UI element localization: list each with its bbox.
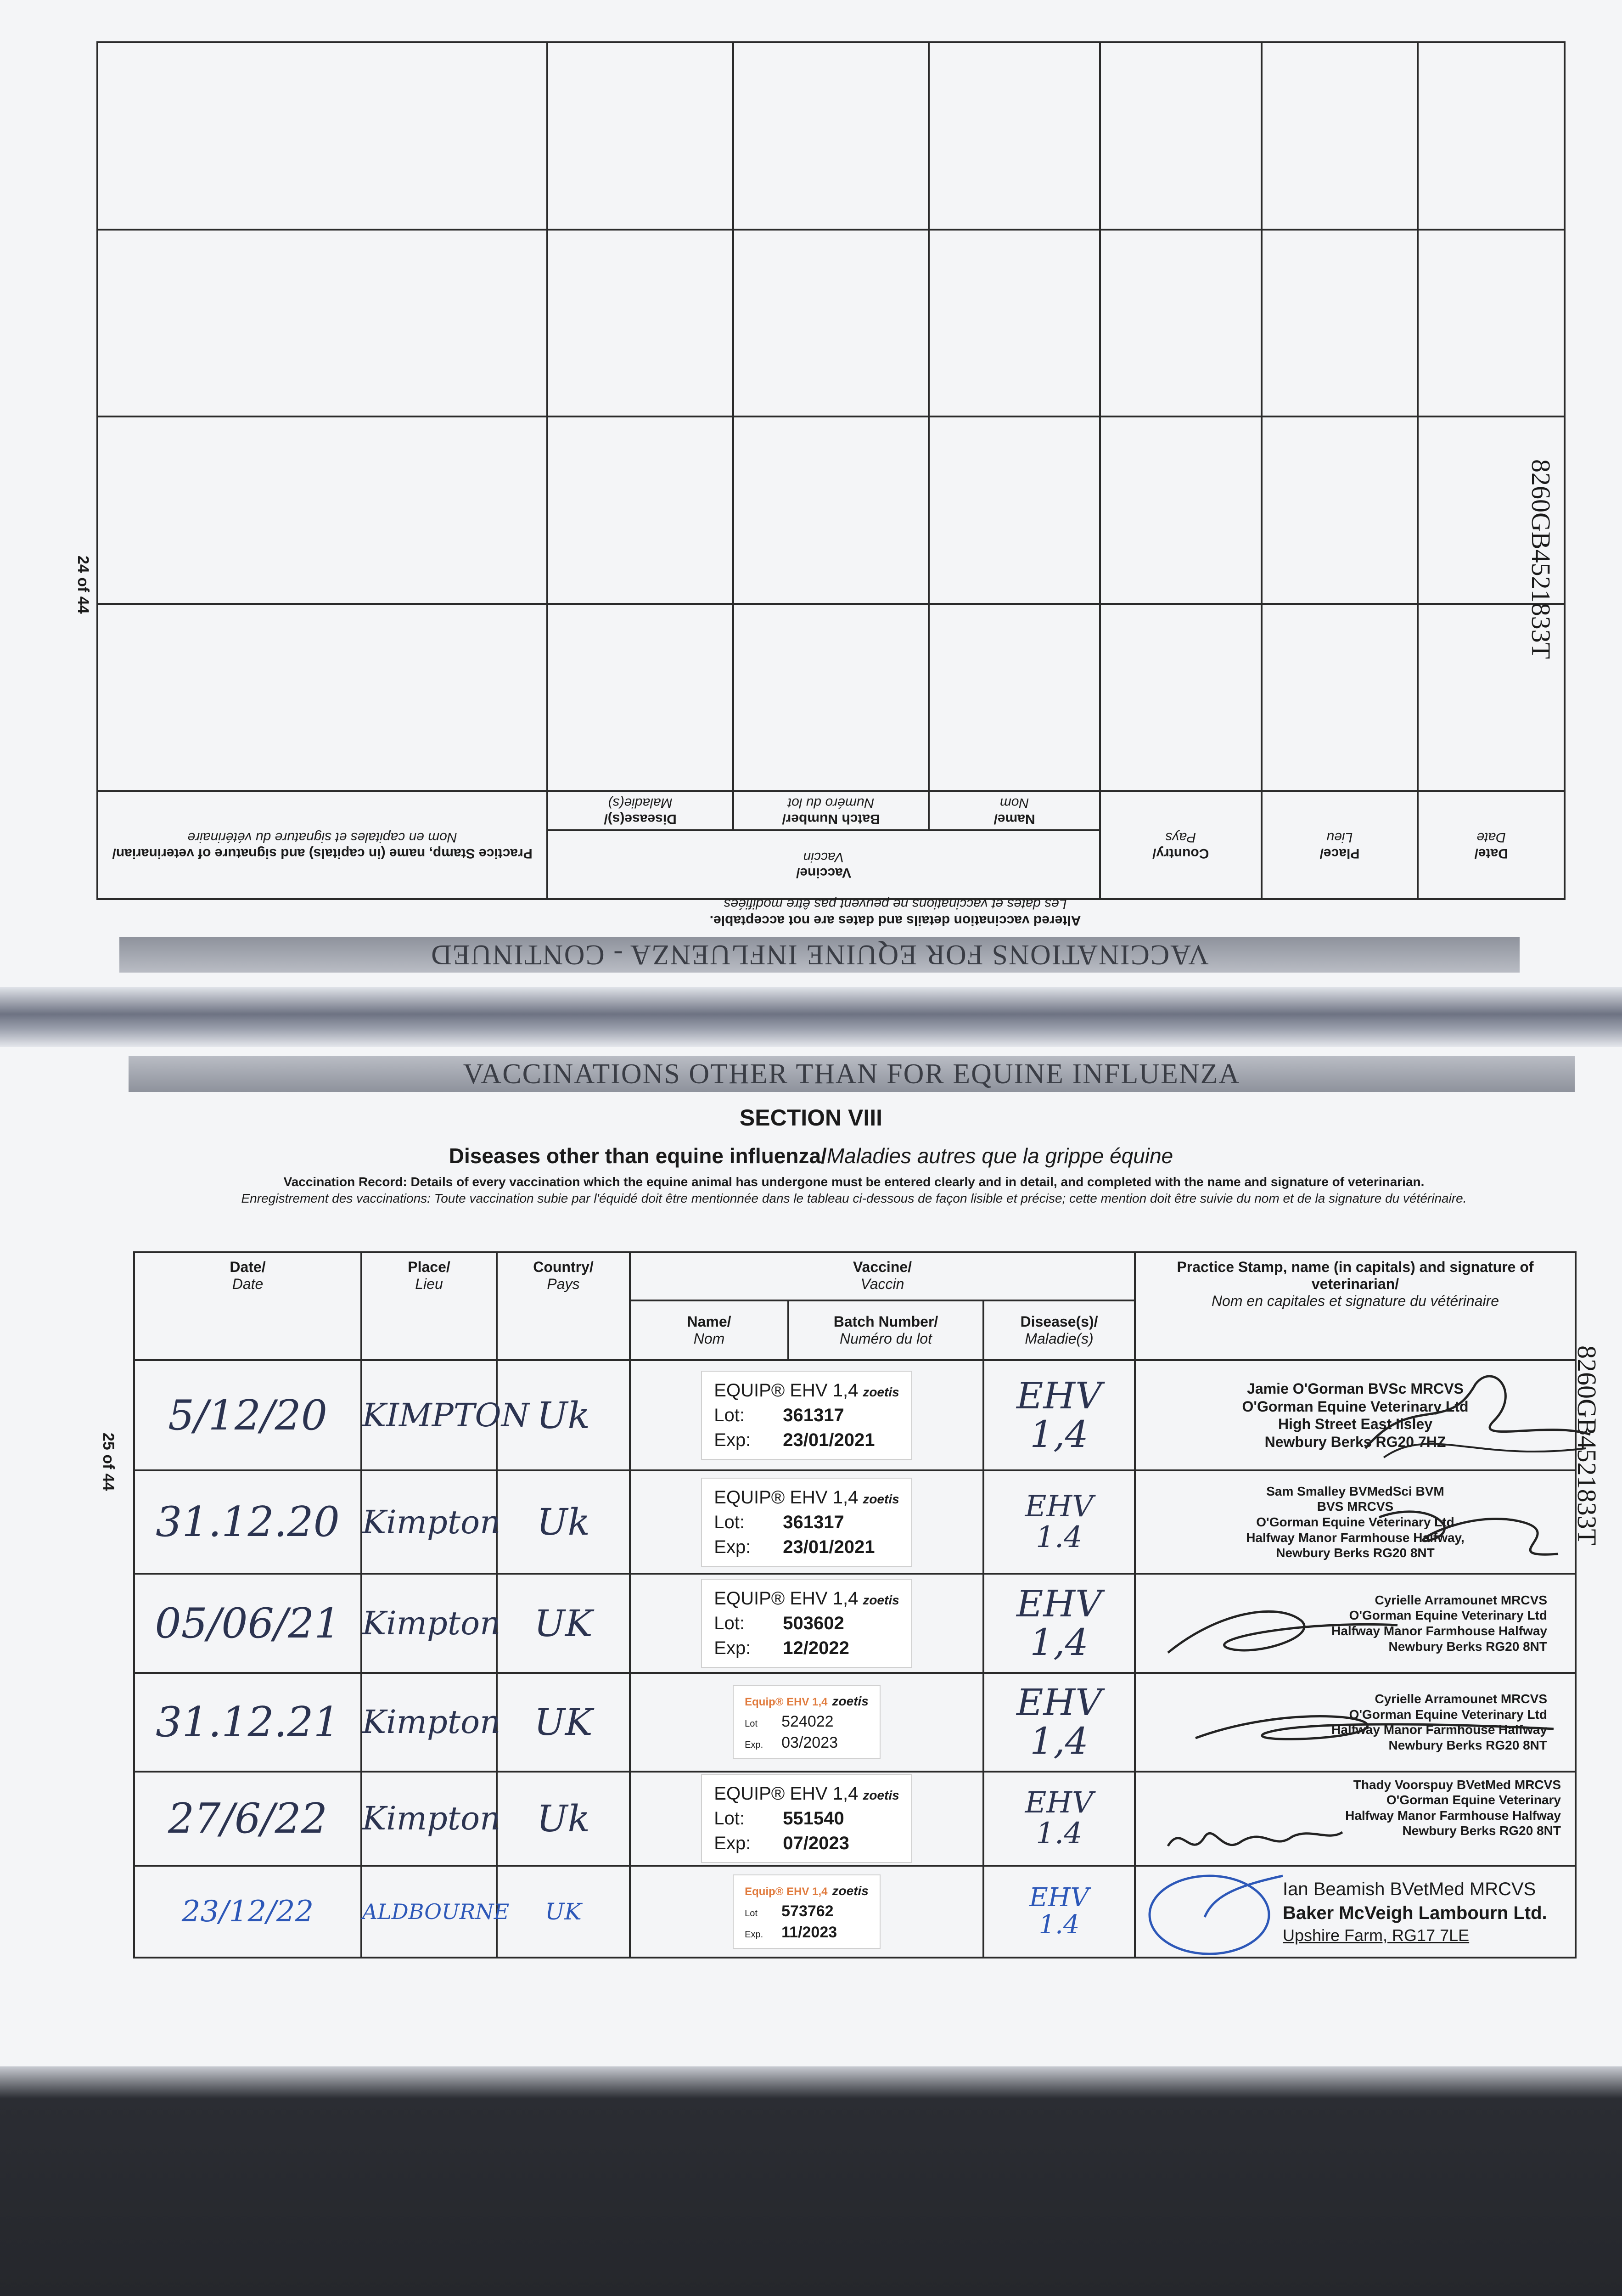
vaccine-sticker-cell <box>630 1470 983 1574</box>
upper-empty-row <box>97 604 1565 791</box>
upper-header-stamp: Practice Stamp, name (in capitals) and signature of veterinarian/ Nom en capitales et signature du vétérinaire <box>97 791 547 899</box>
header-date: Date/ Date <box>134 1252 361 1360</box>
vaccination-country: Uk <box>497 1772 630 1866</box>
header-country: Country/ Pays <box>497 1252 630 1360</box>
upper-empty-row <box>97 230 1565 417</box>
vaccination-date: 31.12.20 <box>134 1470 361 1574</box>
practice-stamp: Cyrielle Arramounet MRCVS O'Gorman Equine Veterinary Ltd Halfway Manor Farmhouse Halfway Newbury Berks RG20 8NT <box>1135 1574 1576 1672</box>
vaccine-sticker-cell <box>630 1574 983 1672</box>
vaccine-sticker-cell <box>630 1360 983 1470</box>
vaccination-country: Uk <box>497 1470 630 1574</box>
vaccination-place: KIMPTON <box>361 1360 497 1470</box>
passport-id-lower: 8260GB4521833T <box>1572 1345 1602 1545</box>
upper-header-name: Name/ Nom <box>929 791 1100 830</box>
section-subtitle: Diseases other than equine influenza/Maladies autres que la grippe équine <box>449 1144 1173 1168</box>
vaccine-sticker-cell <box>630 1772 983 1866</box>
upper-section-banner: VACCINATIONS FOR EQUINE INFLUENZA - CONTINUED <box>119 937 1520 973</box>
vaccine-sticker: EQUIP® EHV 1,4 zoetis Lot: 361317 Exp: 23/01/2021 <box>701 1371 912 1460</box>
vaccination-place: Kimpton <box>361 1772 497 1866</box>
practice-stamp: Ian Beamish BVetMed MRCVS Baker McVeigh Lambourn Ltd. Upshire Farm, RG17 7LE <box>1135 1866 1576 1958</box>
header-vaccine-name: Name/ Nom <box>630 1300 788 1360</box>
practice-stamp: Jamie O'Gorman BVSc MRCVS O'Gorman Equine Veterinary Ltd High Street East Ilsley Newbury Berks RG20 7HZ <box>1135 1360 1576 1470</box>
vaccination-place: Kimpton <box>361 1574 497 1672</box>
upper-header-vaccine: Vaccine/ Vaccin <box>547 830 1100 899</box>
header-place: Place/ Lieu <box>361 1252 497 1360</box>
vaccination-record-table <box>133 1251 1577 1958</box>
vaccination-diseases: EHV 1,4 <box>983 1360 1135 1470</box>
vaccination-date: 31.12.21 <box>134 1673 361 1772</box>
table-row <box>134 1574 1576 1672</box>
vaccination-diseases: EHV 1.4 <box>983 1772 1135 1866</box>
table-row <box>134 1360 1576 1470</box>
vaccine-sticker: Equip® EHV 1,4 zoetis Lot 524022 Exp. 03/2023 <box>733 1685 881 1759</box>
upper-page-vaccination-table <box>96 41 1566 900</box>
vaccination-place: Kimpton <box>361 1673 497 1772</box>
table-row <box>134 1772 1576 1866</box>
upper-vaccination-grid <box>96 41 1566 900</box>
practice-stamp: Sam Smalley BVMedSci BVM BVS MRCVS O'Gorman Equine Veterinary Ltd Halfway Manor Farmhouse Halfway, Newbury Berks RG20 8NT <box>1135 1470 1576 1574</box>
vaccination-date: 5/12/20 <box>134 1360 361 1470</box>
vaccination-date: 05/06/21 <box>134 1574 361 1672</box>
scan-bottom-shadow <box>0 2066 1622 2296</box>
header-diseases: Disease(s)/ Maladie(s) <box>983 1300 1135 1360</box>
table-row <box>134 1673 1576 1772</box>
vaccination-date: 27/6/22 <box>134 1772 361 1866</box>
header-batch-number: Batch Number/ Numéro du lot <box>788 1300 983 1360</box>
header-vaccine: Vaccine/ Vaccin <box>630 1252 1135 1300</box>
vaccine-sticker: EQUIP® EHV 1,4 zoetis Lot: 361317 Exp: 23/01/2021 <box>701 1478 912 1567</box>
upper-header-date: Date/ Date <box>1418 791 1565 899</box>
upper-header-country: Country/ Pays <box>1100 791 1262 899</box>
vaccine-sticker-cell <box>630 1673 983 1772</box>
vaccine-sticker-cell <box>630 1866 983 1958</box>
vaccination-diseases: EHV 1.4 <box>983 1866 1135 1958</box>
upper-header-disease: Disease(s)/ Maladie(s) <box>547 791 733 830</box>
vaccination-date: 23/12/22 <box>134 1866 361 1958</box>
lower-section-banner: VACCINATIONS OTHER THAN FOR EQUINE INFLUENZA <box>129 1056 1575 1092</box>
page-number-lower: 25 of 44 <box>100 1433 117 1491</box>
vaccination-country: Uk <box>497 1360 630 1470</box>
vaccine-sticker: EQUIP® EHV 1,4 zoetis Lot: 551540 Exp: 07/2023 <box>701 1774 912 1863</box>
section-title: SECTION VIII <box>739 1105 883 1131</box>
vaccination-record-intro: Vaccination Record: Details of every vaccination which the equine animal has undergone must be entered clearly and in detail, and completed with the name and signature of veterinarian. Enregistrement des vaccinations: Toute vaccination subie par l'équidé doit être mentionnée dans le tableau ci-dessous de façon lisible et précise; cette mention doit être suivie du nom et de la signature du vétérinaire. <box>241 1175 1467 1206</box>
altered-details-note: Altered vaccination details and dates are not acceptable. Les dates et vaccinations ne peuvent pas être modifiées <box>709 896 1081 928</box>
table-row <box>134 1866 1576 1958</box>
header-stamp: Practice Stamp, name (in capitals) and signature of veterinarian/ Nom en capitales et signature du vétérinaire <box>1135 1252 1576 1360</box>
vaccination-country: UK <box>497 1574 630 1672</box>
vaccination-country: UK <box>497 1673 630 1772</box>
upper-header-place: Place/ Lieu <box>1262 791 1418 899</box>
book-spine-shadow <box>0 987 1622 1047</box>
page-number-upper: 24 of 44 <box>74 556 92 614</box>
vaccination-place: Kimpton <box>361 1470 497 1574</box>
upper-empty-row <box>97 417 1565 604</box>
vaccine-sticker: Equip® EHV 1,4 zoetis Lot 573762 Exp. 11/2023 <box>733 1874 881 1949</box>
vaccination-diseases: EHV 1,4 <box>983 1574 1135 1672</box>
table-row <box>134 1470 1576 1574</box>
upper-header-batch: Batch Number/ Numéro du lot <box>733 791 929 830</box>
practice-stamp: Thady Voorspuy BVetMed MRCVS O'Gorman Equine Veterinary Halfway Manor Farmhouse Halfway Newbury Berks RG20 8NT <box>1135 1772 1576 1866</box>
upper-empty-row <box>97 42 1565 230</box>
practice-stamp: Cyrielle Arramounet MRCVS O'Gorman Equine Veterinary Ltd Halfway Manor Farmhouse Halfway Newbury Berks RG20 8NT <box>1135 1673 1576 1772</box>
vaccination-diseases: EHV 1,4 <box>983 1673 1135 1772</box>
vaccination-place: ALDBOURNE <box>361 1866 497 1958</box>
vaccination-diseases: EHV 1.4 <box>983 1470 1135 1574</box>
vaccine-sticker: EQUIP® EHV 1,4 zoetis Lot: 503602 Exp: 12/2022 <box>701 1579 912 1668</box>
passport-id-upper: 8260GB4521833T <box>1526 459 1556 659</box>
vaccination-country: UK <box>497 1866 630 1958</box>
